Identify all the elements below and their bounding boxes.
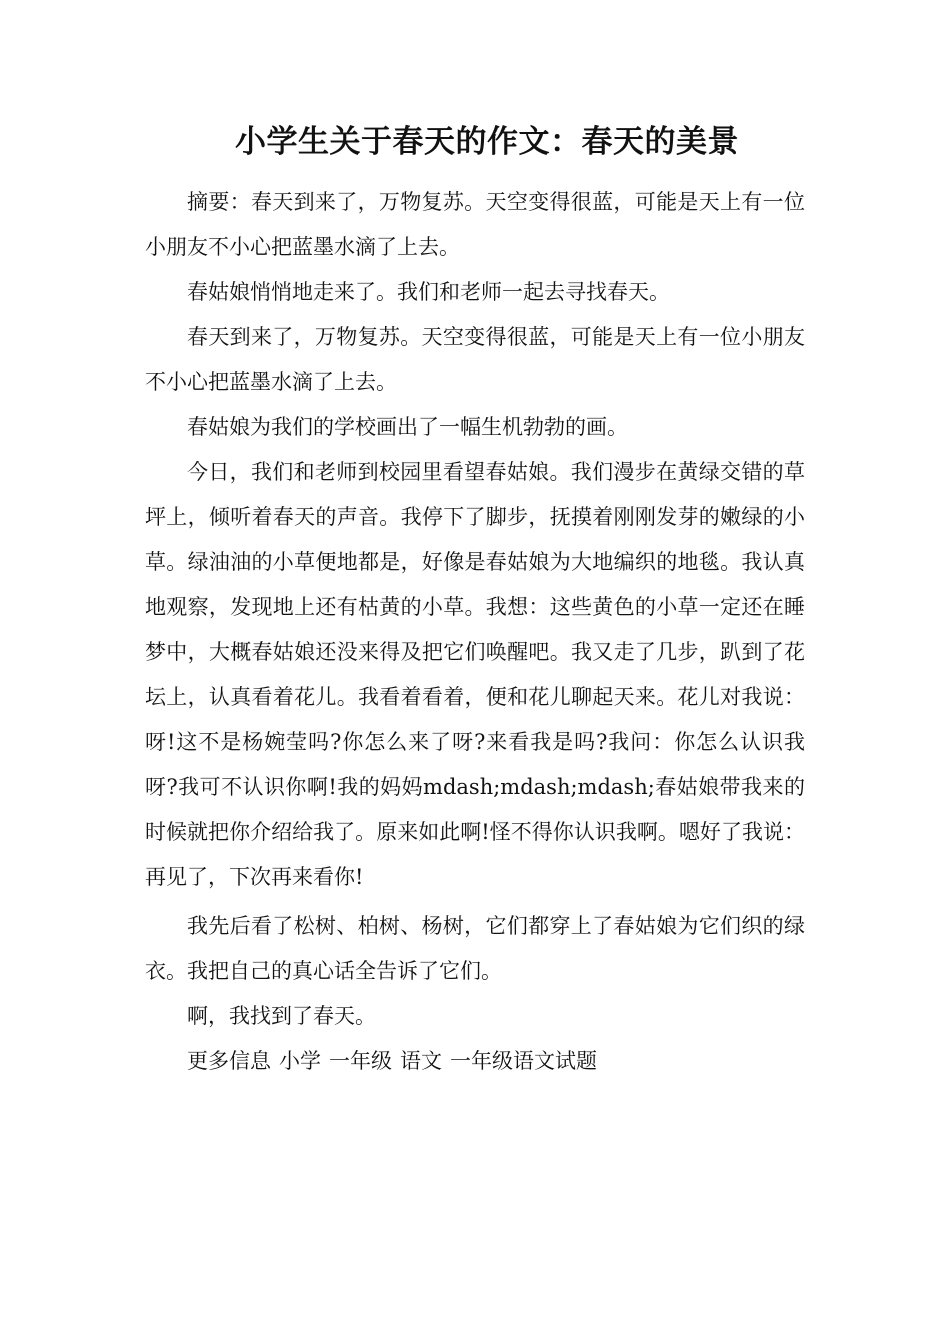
- more-info-tag-3[interactable]: 语文: [400, 1049, 442, 1073]
- more-info-label: 更多信息: [187, 1049, 271, 1073]
- paragraph-4: 春姑娘为我们的学校画出了一幅生机勃勃的画。: [187, 415, 628, 439]
- paragraph-2: 春姑娘悄悄地走来了。我们和老师一起去寻找春天。: [187, 280, 670, 304]
- paragraph-6: 我先后看了松树、柏树、杨树，它们都穿上了春姑娘为它们织的绿衣。我把自己的真心话全告诉了它们。: [145, 914, 805, 983]
- more-info-tag-1[interactable]: 小学: [279, 1049, 321, 1073]
- paragraph-3: 春天到来了，万物复苏。天空变得很蓝，可能是天上有一位小朋友不小心把蓝墨水滴了上去。: [145, 325, 805, 394]
- document-body: [145, 180, 805, 1084]
- paragraph-5: 今日，我们和老师到校园里看望春姑娘。我们漫步在黄绿交错的草坪上，倾听着春天的声音。我停下了脚步，抚摸着刚刚发芽的嫩绿的小草。绿油油的小草便地都是，好像是春姑娘为大地编织的地毯。我认真地观察，发现地上还有枯黄的小草。我想：这些黄色的小草一定还在睡梦中，大概春姑娘还没来得及把它们唤醒吧。我又走了几步，趴到了花坛上，认真看着花儿。我看着看着，便和花儿聊起天来。花儿对我说：呀!这不是杨婉莹吗?你怎么来了呀?来看我是吗?我问：你怎么认识我呀?我可不认识你啊!我的妈妈mdash;mdash;mdash;春姑娘带我来的时候就把你介绍给我了。原来如此啊!怪不得你认识我啊。嗯好了我说：再见了，下次再来看你!: [145, 460, 805, 889]
- more-info-tag-4[interactable]: 一年级语文试题: [450, 1049, 597, 1073]
- paragraph-7: 啊，我找到了春天。: [187, 1004, 376, 1028]
- more-info-line: [145, 1039, 805, 1084]
- document-title: 小学生关于春天的作文：春天的美景: [235, 124, 739, 160]
- more-info-tag-2[interactable]: 一年级: [329, 1049, 392, 1073]
- paragraph-abstract: 摘要：春天到来了，万物复苏。天空变得很蓝，可能是天上有一位小朋友不小心把蓝墨水滴了上去。: [145, 190, 805, 259]
